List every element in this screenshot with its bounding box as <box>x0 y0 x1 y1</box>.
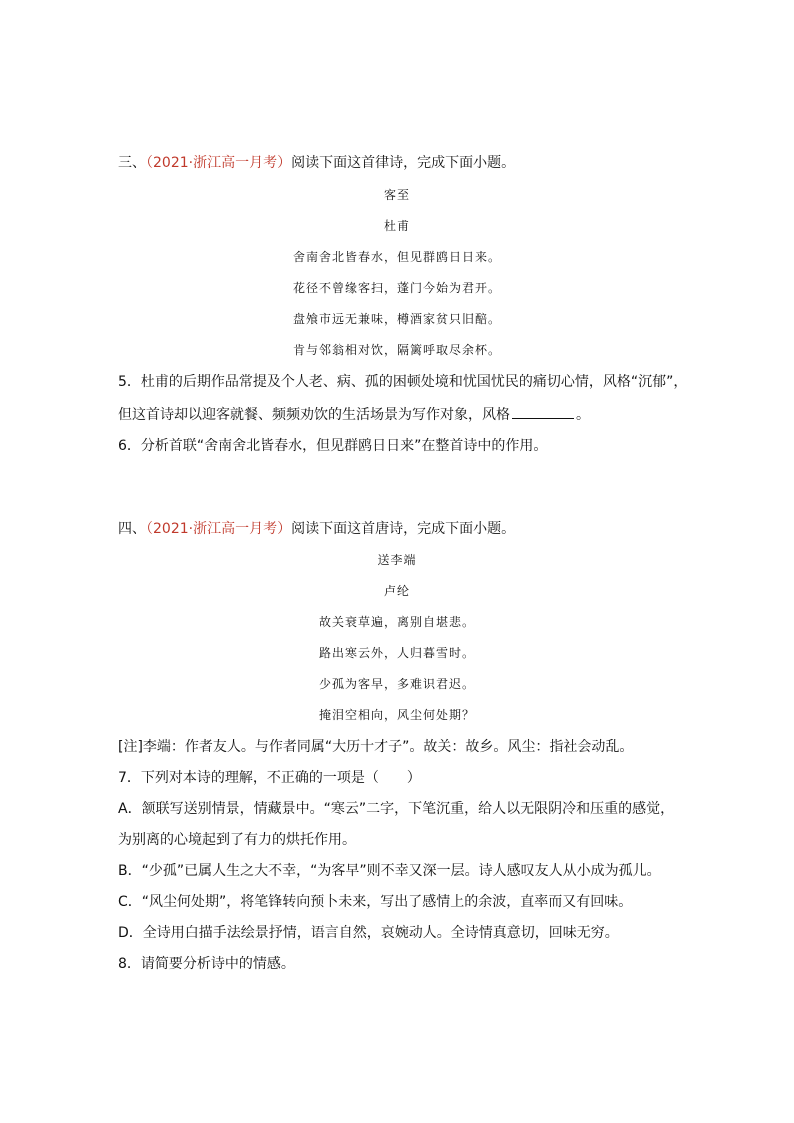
poem-author: 卢纶 <box>383 584 410 598</box>
section-4-source: （2021·浙江高一月考） <box>146 521 292 537</box>
poem-line: 肯与邻翁相对饮，隔篱呼取尽余杯。 <box>292 343 501 357</box>
poem-title: 客至 <box>383 188 410 202</box>
poem-line: 少孤为客早，多难识君迟。 <box>318 677 475 691</box>
option-a-line-2: 为别离的心境起到了有力的烘托作用。 <box>118 832 356 848</box>
question-5-line-2 <box>118 404 590 425</box>
option-d: D．全诗用白描手法绘景抒情，语言自然，哀婉动人。全诗情真意切，回味无穷。 <box>118 925 619 941</box>
poem-line: 舍南舍北皆春水，但见群鸥日日来。 <box>292 250 501 264</box>
poem-line: 花径不曾缘客扫，蓬门今始为君开。 <box>292 281 501 295</box>
question-7: 7．下列对本诗的理解，不正确的一项是（ ） <box>118 770 421 786</box>
section-4-prefix: 四、 <box>118 521 146 537</box>
poem-line: 故关衰草遍，离别自堪悲。 <box>318 615 475 629</box>
poem-title: 送李端 <box>377 553 417 567</box>
answer-blank[interactable] <box>512 404 574 419</box>
poem-author: 杜甫 <box>383 219 410 233</box>
option-a-line-1: A．颔联写送别情景，情藏景中。“寒云”二字，下笔沉重，给人以无限阴冷和压重的感觉， <box>118 801 675 817</box>
question-6: 6．分析首联“舍南舍北皆春水，但见群鸥日日来”在整首诗中的作用。 <box>118 438 548 454</box>
poem-line: 掩泪空相向，风尘何处期？ <box>318 708 475 722</box>
section-3-prefix: 三、 <box>118 155 146 171</box>
option-b: B．“少孤”已属人生之大不幸，“为客早”则不幸又深一层。诗人感叹友人从小成为孤儿。 <box>118 863 661 879</box>
poem-note: [注]李端：作者友人。与作者同属“大历十才子”。故关：故乡。风尘：指社会动乱。 <box>118 739 634 755</box>
option-c: C．“风尘何处期”，将笔锋转向预卜未来，写出了感情上的余波，直率而又有回味。 <box>118 894 633 910</box>
question-5-text: 但这首诗却以迎客就餐、频频劝饮的生活场景为写作对象，风格 <box>118 407 510 423</box>
section-4-instruction: 阅读下面这首唐诗，完成下面小题。 <box>291 521 516 537</box>
section-3-source: （2021·浙江高一月考） <box>146 155 292 171</box>
question-8: 8．请简要分析诗中的情感。 <box>118 956 295 972</box>
question-5-line-1: 5．杜甫的后期作品常提及个人老、病、孤的困顿处境和忧国忧民的痛切心情，风格“沉郁”， <box>118 374 688 390</box>
section-3-instruction: 阅读下面这首律诗，完成下面小题。 <box>291 155 516 171</box>
section-3-heading <box>118 153 515 173</box>
poem-line: 盘飧市远无兼味，樽酒家贫只旧醅。 <box>292 312 501 326</box>
poem-line: 路出寒云外，人归暮雪时。 <box>318 646 475 660</box>
section-4-heading <box>118 519 515 539</box>
question-5-end: 。 <box>576 407 590 423</box>
